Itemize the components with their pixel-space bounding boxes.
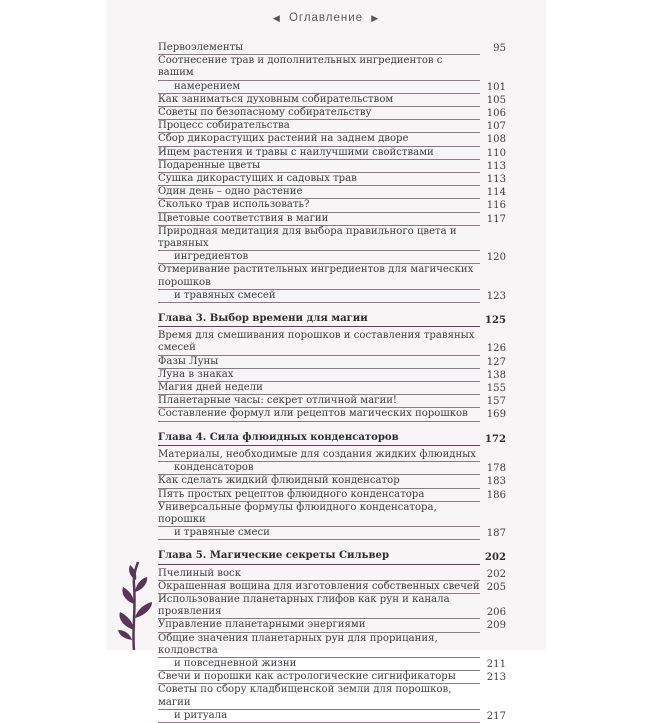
- toc-entry[interactable]: [158, 264, 506, 303]
- entry-title-line: Сушка дикорастущих и садовых трав: [158, 173, 480, 186]
- page-number: 213: [486, 672, 506, 684]
- page-number: 125: [484, 315, 506, 327]
- toc-entry[interactable]: [158, 199, 506, 212]
- entry-title-line: Планетарные часы: секрет отличной магии!: [158, 395, 480, 408]
- page-number: 101: [486, 81, 506, 93]
- entry-title-line: Окрашенная вощина для изготовления собственных свечей: [158, 581, 480, 594]
- entry-title-line: Природная медитация для выбора правильного цвета и травяных: [158, 226, 480, 251]
- entry-title-line: и травяные смеси: [158, 527, 480, 540]
- entry-title-line: Подаренные цветы: [158, 160, 480, 173]
- entry-title-line: Луна в знаках: [158, 369, 480, 382]
- prev-arrow-icon[interactable]: ◀: [272, 13, 281, 23]
- leafy-branch-icon: [114, 560, 162, 650]
- entry-title-line: Использование планетарных глифов как рун и канала проявления: [158, 594, 480, 619]
- toc-entry[interactable]: [158, 213, 506, 226]
- next-arrow-icon[interactable]: ▶: [371, 13, 380, 23]
- page-number: 187: [486, 528, 506, 540]
- entry-title-line: Соотнесение трав и дополнительных ингредиентов с вашим: [158, 55, 480, 80]
- toc-entry[interactable]: [158, 502, 506, 541]
- entry-title-line: намерением: [158, 81, 480, 94]
- toc-entry[interactable]: [158, 55, 506, 94]
- toc-entry[interactable]: [158, 633, 506, 672]
- toc-entry[interactable]: [158, 42, 506, 55]
- toc-entry[interactable]: [158, 395, 506, 408]
- page-number: 205: [486, 581, 506, 593]
- entry-title-line: Свечи и порошки как астрологические сигнификаторы: [158, 671, 480, 684]
- entry-title-line: Глава 5. Магические секреты Сильвер: [158, 550, 480, 564]
- page-number: 95: [493, 43, 506, 54]
- page-number: 116: [486, 200, 506, 212]
- page-number: 169: [486, 409, 506, 421]
- entry-title-line: Глава 3. Выбор времени для магии: [158, 313, 480, 327]
- page-number: 127: [486, 356, 506, 368]
- page-number: 217: [486, 710, 506, 722]
- page-number: 117: [486, 213, 506, 225]
- toc-entry[interactable]: [158, 594, 506, 619]
- page-number: 209: [486, 620, 506, 632]
- page-number: 110: [486, 147, 506, 159]
- page-number: 178: [486, 463, 506, 475]
- toc-entry[interactable]: [158, 107, 506, 120]
- toc-entry[interactable]: [158, 173, 506, 186]
- toc-entry[interactable]: [158, 408, 506, 421]
- page-number: 183: [486, 476, 506, 488]
- book-page: [106, 0, 546, 722]
- toc-entry[interactable]: [158, 382, 506, 395]
- page-number: 120: [486, 252, 506, 264]
- toc-entry[interactable]: [158, 133, 506, 146]
- page-number: 107: [486, 121, 506, 133]
- entry-title-line: Как сделать жидкий флюидный конденсатор: [158, 475, 480, 488]
- entry-title-line: Цветовые соответствия в магии: [158, 213, 480, 226]
- entry-title-line: Магия дней недели: [158, 382, 480, 395]
- entry-title-line: Материалы, необходимые для создания жидких флюидных: [158, 449, 480, 462]
- page-header: [106, 12, 546, 24]
- entry-title-line: Советы по безопасному собирательству: [158, 107, 480, 120]
- page-number: 202: [484, 552, 506, 564]
- entry-title-line: Управление планетарными энергиями: [158, 619, 480, 632]
- entry-title-line: Время для смешивания порошков и составления травяных смесей: [158, 330, 480, 355]
- toc-entry[interactable]: [158, 619, 506, 632]
- toc-entry[interactable]: [158, 120, 506, 133]
- toc-entry[interactable]: [158, 581, 506, 594]
- entry-title-line: ингредиентов: [158, 251, 480, 264]
- entry-title-line: Отмеривание растительных ингредиентов для магических порошков: [158, 264, 480, 289]
- page-number: 172: [484, 433, 506, 445]
- toc-entry[interactable]: [158, 226, 506, 265]
- toc-entry[interactable]: [158, 186, 506, 199]
- entry-title-line: конденсаторов: [158, 462, 480, 475]
- toc-entry[interactable]: [158, 671, 506, 684]
- entry-title-line: Сколько трав использовать?: [158, 199, 480, 212]
- entry-title-line: Универсальные формулы флюидного конденсатора, порошки: [158, 502, 480, 527]
- page-number: 114: [486, 187, 506, 199]
- header-title: Оглавление: [288, 12, 364, 24]
- entry-title-line: Ищем растения и травы с наилучшими свойствами: [158, 147, 480, 160]
- entry-title-line: и повседневной жизни: [158, 658, 480, 671]
- chapter-heading[interactable]: [158, 313, 506, 327]
- toc-entry[interactable]: [158, 449, 506, 475]
- toc-entry[interactable]: [158, 475, 506, 488]
- toc-entry[interactable]: [158, 94, 506, 107]
- toc-entry[interactable]: [158, 489, 506, 502]
- page-number: 202: [486, 568, 506, 580]
- page-number: 211: [486, 658, 506, 670]
- entry-title-line: Составление формул или рецептов магических порошков: [158, 408, 480, 421]
- page-number: 113: [486, 160, 506, 172]
- page-number: 138: [486, 369, 506, 381]
- toc-entry[interactable]: [158, 330, 506, 355]
- toc-entry[interactable]: [158, 684, 506, 723]
- page-number: 206: [486, 607, 506, 619]
- entry-title-line: Общие значения планетарных рун для прорицания, колдовства: [158, 633, 480, 658]
- entry-title-line: Советы по сбору кладбищенской земли для порошков, магии: [158, 684, 480, 709]
- page-number: 106: [486, 108, 506, 120]
- entry-title-line: Процесс собирательства: [158, 120, 480, 133]
- table-of-contents: [158, 42, 506, 723]
- entry-title-line: и травяных смесей: [158, 290, 480, 303]
- entry-title-line: Пять простых рецептов флюидного конденсатора: [158, 489, 480, 502]
- toc-entry[interactable]: [158, 147, 506, 160]
- entry-title-line: Один день – одно растение: [158, 186, 480, 199]
- toc-entry[interactable]: [158, 369, 506, 382]
- entry-title-line: Как заниматься духовным собирательством: [158, 94, 480, 107]
- chapter-heading[interactable]: [158, 432, 506, 446]
- page-number: 105: [486, 94, 506, 106]
- page-number: 155: [486, 383, 506, 395]
- entry-title-line: Фазы Луны: [158, 356, 480, 369]
- entry-title-line: Сбор дикорастущих растений на заднем дворе: [158, 133, 480, 146]
- page-number: 126: [486, 343, 506, 355]
- chapter-heading[interactable]: [158, 550, 506, 564]
- toc-entry[interactable]: [158, 568, 506, 581]
- page-number: 157: [486, 396, 506, 408]
- entry-title-line: Глава 4. Сила флюидных конденсаторов: [158, 432, 480, 446]
- page-number: 186: [486, 489, 506, 501]
- page-number: 108: [486, 134, 506, 146]
- entry-title-line: Первоэлементы: [158, 42, 480, 55]
- entry-title-line: Пчелиный воск: [158, 568, 480, 581]
- page-number: 123: [486, 290, 506, 302]
- toc-entry[interactable]: [158, 356, 506, 369]
- page-number: 113: [486, 174, 506, 186]
- entry-title-line: и ритуала: [158, 710, 480, 723]
- toc-entry[interactable]: [158, 160, 506, 173]
